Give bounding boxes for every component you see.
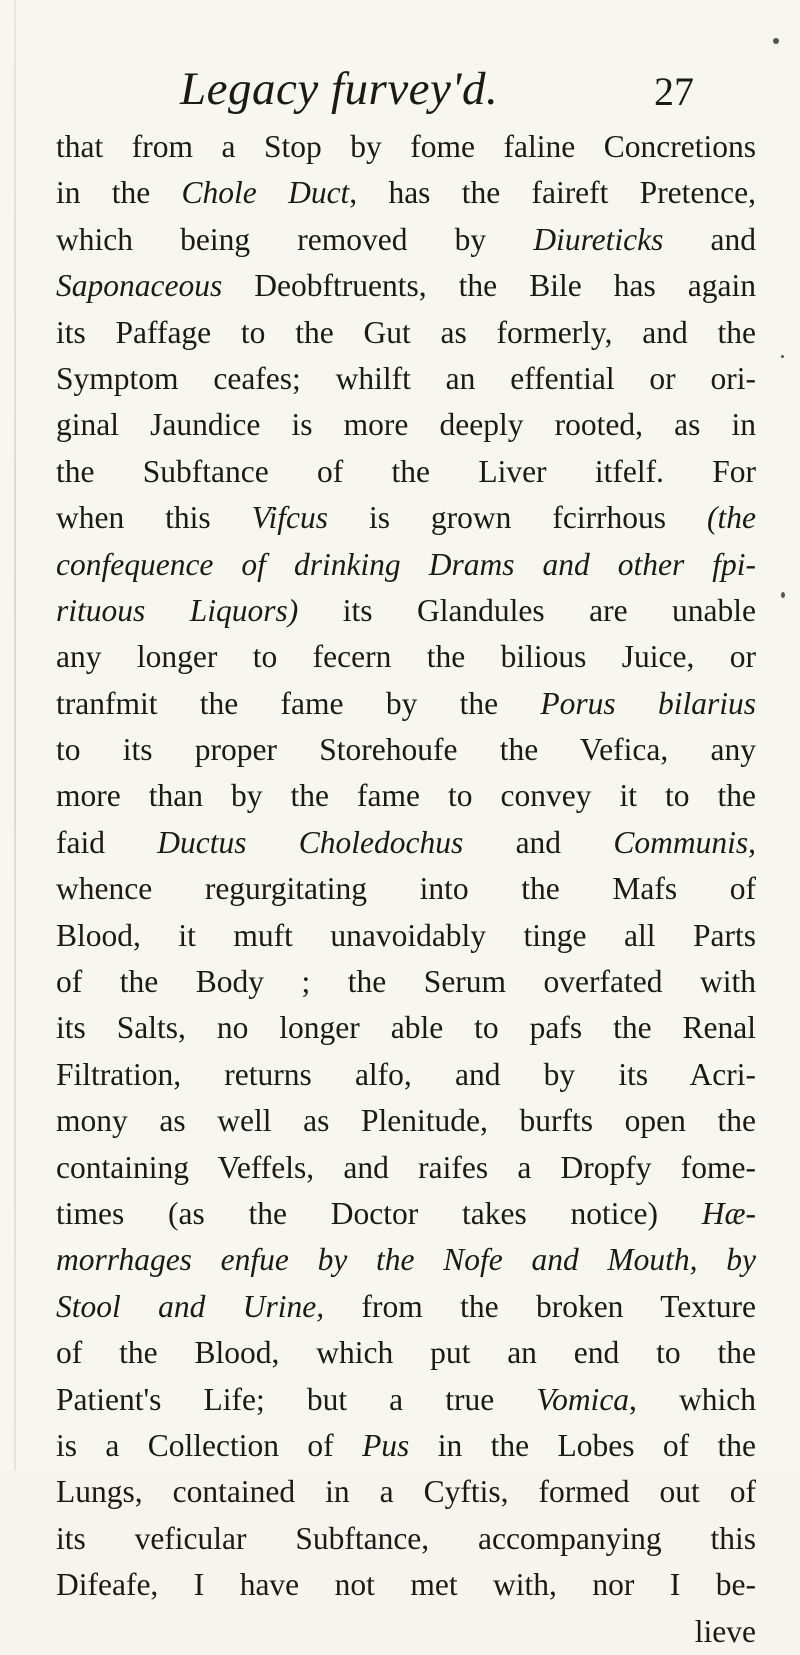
text-run: when this [56, 500, 252, 536]
text-run: , has the faireft Pretence, [349, 175, 756, 211]
text-run: tranfmit the fame by the [56, 685, 541, 721]
page-number: 27 [654, 69, 694, 114]
text-run: faid [56, 824, 158, 860]
text-run: containing Veffels, and raifes a Dropfy fome- [56, 1149, 756, 1185]
text-line [56, 170, 756, 216]
text-line [56, 263, 756, 309]
text-run: Lungs, contained in a Cyftis, formed out of [56, 1474, 756, 1510]
text-run: its Glandules are unable [298, 592, 756, 628]
body-text [56, 124, 756, 1655]
text-line [56, 588, 756, 634]
text-run: Patient's Life; but a true [56, 1381, 537, 1417]
text-run: times (as the Doctor takes notice) [56, 1195, 702, 1231]
italic-run: Ductus Choledochus [157, 824, 464, 860]
text-run: of the Blood, which put an end to the [56, 1335, 756, 1371]
running-title: Legacy furvey'd. [180, 63, 499, 115]
text-line [56, 402, 756, 448]
text-line [56, 495, 756, 541]
text-run: and [663, 221, 756, 257]
italic-run: confequence of drinking Drams and other fpi- [56, 546, 756, 582]
text-run: is grown fcirrhous [328, 500, 708, 536]
text-run: Filtration, returns alfo, and by its Acri- [56, 1056, 756, 1092]
text-run: of the Body ; the Serum overfated with [56, 964, 756, 1000]
text-line [56, 449, 756, 495]
text-line [56, 1469, 756, 1515]
text-line [56, 1098, 756, 1144]
text-run: whence regurgitating into the Mafs of [56, 871, 756, 907]
text-line [56, 124, 756, 170]
text-line [56, 1330, 756, 1376]
text-run: in the Lobes of the [409, 1427, 756, 1463]
text-line [56, 1191, 756, 1237]
italic-run: Stool and Urine, [56, 1288, 325, 1324]
text-run: to its proper Storehoufe the Vefica, any [56, 732, 756, 768]
text-line [56, 1005, 756, 1051]
italic-run: rituous Liquors) [56, 592, 299, 628]
text-run: mony as well as Plenitude, burfts open the [56, 1103, 756, 1139]
text-line [56, 1052, 756, 1098]
text-line [56, 681, 756, 727]
italic-run: Porus bilarius [540, 685, 757, 721]
text-run: any longer to fecern the bilious Juice, or [56, 639, 756, 675]
text-line [56, 1423, 756, 1469]
text-run: its veficular Subftance, accompanying this [56, 1520, 756, 1556]
text-run: its Salts, no longer able to pafs the Renal [56, 1010, 756, 1046]
text-run: more than by the fame to convey it to the [56, 778, 756, 814]
text-line [56, 356, 756, 402]
text-run: that from a Stop by fome faline Concretions [56, 129, 756, 164]
text-run: ginal Jaundice is more deeply rooted, as in [56, 407, 756, 443]
text-run: in the [56, 175, 182, 211]
text-line [56, 1237, 756, 1283]
italic-run: Vomica [536, 1381, 630, 1417]
text-run: from the broken Texture [324, 1288, 756, 1324]
text-line [56, 727, 756, 773]
italic-run: (the [707, 500, 756, 536]
italic-run: Communis, [613, 824, 756, 860]
page-gutter-edge [14, 0, 16, 1470]
text-run: which being removed by [56, 221, 534, 257]
italic-run: Chole Duct [181, 175, 350, 211]
text-line [56, 1145, 756, 1191]
text-run: the Subftance of the Liver itfelf. For [56, 453, 756, 489]
catchword: lieve [694, 1613, 756, 1649]
text-line [56, 310, 756, 356]
text-line [56, 959, 756, 1005]
text-line [56, 634, 756, 680]
italic-run: Hæ- [701, 1195, 756, 1231]
italic-run: Pus [362, 1427, 410, 1463]
page-header [0, 62, 800, 122]
text-line [56, 1516, 756, 1562]
text-line [56, 1562, 756, 1608]
text-run: and [463, 824, 614, 860]
text-run: Symptom ceafes; whilft an effential or ori- [56, 360, 756, 396]
text-run: its Paffage to the Gut as formerly, and the [56, 314, 756, 350]
text-line [56, 773, 756, 819]
text-run: Difeafe, I have not met with, nor I be- [56, 1567, 756, 1603]
text-line [56, 1284, 756, 1330]
text-run: is a Collection of [56, 1427, 363, 1463]
italic-run: Vifcus [251, 500, 329, 536]
italic-run: morrhages enfue by the Nofe and Mouth, by [56, 1242, 756, 1278]
text-line [56, 542, 756, 588]
italic-run: Saponaceous [56, 268, 223, 304]
text-run: , which [629, 1381, 756, 1417]
text-run: Deobftruents, the Bile has again [222, 268, 756, 304]
text-line [56, 913, 756, 959]
text-run: Blood, it muft unavoidably tinge all Parts [56, 917, 756, 953]
text-line [56, 217, 756, 263]
text-line [56, 820, 756, 866]
text-line [56, 1377, 756, 1423]
italic-run: Diureticks [533, 221, 664, 257]
text-line [56, 866, 756, 912]
